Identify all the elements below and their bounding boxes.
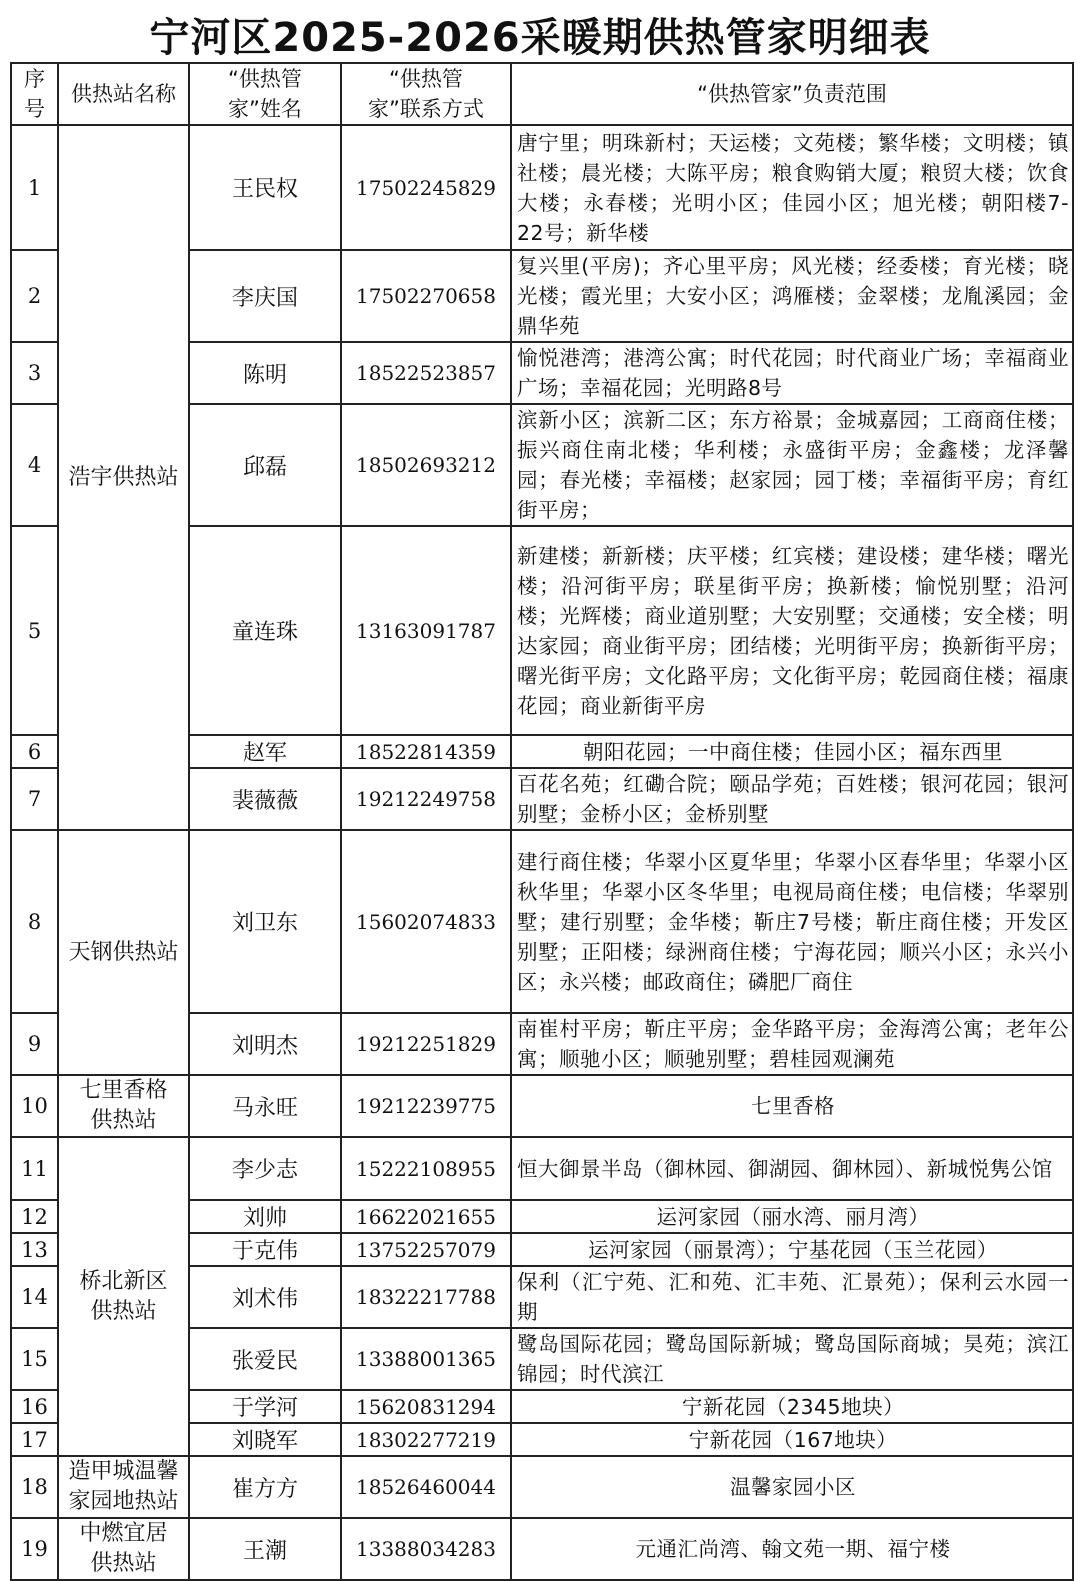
manager-name: 王民权 — [189, 125, 341, 250]
manager-phone: 13163091787 — [341, 526, 511, 735]
manager-scope: 鹭岛国际花园；鹭岛国际新城；鹭岛国际商城；昊苑；滨江锦园；时代滨江 — [511, 1328, 1073, 1390]
row-index: 11 — [11, 1137, 58, 1200]
row-index: 9 — [11, 1013, 58, 1075]
manager-scope: 建行商住楼；华翠小区夏华里；华翠小区春华里；华翠小区秋华里；华翠小区冬华里；电视局商住楼；电信楼；华翠别墅；建行别墅；金华楼；靳庄7号楼；靳庄商住楼；开发区别墅；正阳楼；绿洲商住楼；宁海花园；顺兴小区；永兴小区；永兴楼；邮政商住；磷肥厂商住 — [511, 830, 1073, 1013]
manager-phone: 18502693212 — [341, 404, 511, 526]
manager-scope: 唐宁里；明珠新村；天运楼；文苑楼；繁华楼；文明楼；镇社楼；晨光楼；大陈平房；粮食购销大厦；粮贸大楼；饮食大楼；永春楼；光明小区；佳园小区；旭光楼；朝阳楼7-22号；新华楼 — [511, 125, 1073, 250]
manager-name: 刘帅 — [189, 1200, 341, 1233]
header-manager-contact: “供热管家”联系方式 — [341, 63, 511, 125]
manager-name: 陈明 — [189, 342, 341, 404]
manager-scope: 宁新花园（167地块） — [511, 1423, 1073, 1456]
row-index: 1 — [11, 125, 58, 250]
manager-name: 于学河 — [189, 1390, 341, 1423]
station-name: 天钢供热站 — [58, 830, 189, 1075]
manager-phone: 13752257079 — [341, 1233, 511, 1266]
row-index: 5 — [11, 526, 58, 735]
manager-name: 李少志 — [189, 1137, 341, 1200]
manager-phone: 16622021655 — [341, 1200, 511, 1233]
row-index: 13 — [11, 1233, 58, 1266]
row-index: 10 — [11, 1075, 58, 1137]
manager-scope: 新建楼；新新楼；庆平楼；红宾楼；建设楼；建华楼；曙光楼；沿河街平房；联星街平房；换新楼；愉悦别墅；沿河楼；光辉楼；商业道别墅；大安别墅；交通楼；安全楼；明达家园；商业街平房；团结楼；光明街平房；换新街平房；曙光街平房；文化路平房；文化街平房；乾园商住楼；福康花园；商业新街平房 — [511, 526, 1073, 735]
station-name: 造甲城温馨家园地热站 — [58, 1456, 189, 1518]
manager-scope: 宁新花园（2345地块） — [511, 1390, 1073, 1423]
station-name: 七里香格供热站 — [58, 1075, 189, 1137]
manager-scope: 运河家园（丽水湾、丽月湾） — [511, 1200, 1073, 1233]
manager-phone: 17502245829 — [341, 125, 511, 250]
manager-name: 马永旺 — [189, 1075, 341, 1137]
manager-phone: 15602074833 — [341, 830, 511, 1013]
manager-phone: 19212251829 — [341, 1013, 511, 1075]
header-scope: “供热管家”负责范围 — [511, 63, 1073, 125]
manager-name: 崔方方 — [189, 1456, 341, 1518]
row-index: 2 — [11, 250, 58, 342]
manager-phone: 18302277219 — [341, 1423, 511, 1456]
manager-scope: 百花名苑；红磡合院；颐品学苑；百姓楼；银河花园；银河别墅；金桥小区；金桥别墅 — [511, 768, 1073, 830]
row-index: 16 — [11, 1390, 58, 1423]
manager-name: 童连珠 — [189, 526, 341, 735]
manager-scope: 滨新小区；滨新二区；东方裕景；金城嘉园；工商商住楼；振兴商住南北楼；华利楼；永盛街平房；金鑫楼；龙泽馨园；春光楼；幸福楼；赵家园；园丁楼；幸福街平房；育红街平房； — [511, 404, 1073, 526]
manager-name: 刘术伟 — [189, 1266, 341, 1328]
manager-name: 赵军 — [189, 735, 341, 768]
row-index: 15 — [11, 1328, 58, 1390]
manager-phone: 19212239775 — [341, 1075, 511, 1137]
manager-name: 李庆国 — [189, 250, 341, 342]
row-index: 19 — [11, 1518, 58, 1580]
manager-phone: 13388034283 — [341, 1518, 511, 1580]
row-index: 8 — [11, 830, 58, 1013]
manager-phone: 15222108955 — [341, 1137, 511, 1200]
heating-manager-table — [10, 62, 1074, 1581]
table-row — [11, 1456, 1073, 1518]
row-index: 7 — [11, 768, 58, 830]
manager-name: 邱磊 — [189, 404, 341, 526]
manager-scope: 恒大御景半岛（御林园、御湖园、御林园）、新城悦隽公馆 — [511, 1137, 1073, 1200]
manager-scope: 运河家园（丽景湾）；宁基花园（玉兰花园） — [511, 1233, 1073, 1266]
manager-scope: 七里香格 — [511, 1075, 1073, 1137]
station-name: 桥北新区供热站 — [58, 1137, 189, 1456]
manager-name: 于克伟 — [189, 1233, 341, 1266]
row-index: 6 — [11, 735, 58, 768]
manager-phone: 17502270658 — [341, 250, 511, 342]
manager-name: 王潮 — [189, 1518, 341, 1580]
station-name: 浩宇供热站 — [58, 125, 189, 830]
manager-name: 张爱民 — [189, 1328, 341, 1390]
manager-phone: 19212249758 — [341, 768, 511, 830]
page-title: 宁河区2025-2026采暖期供热管家明细表 — [149, 15, 931, 61]
manager-phone: 13388001365 — [341, 1328, 511, 1390]
row-index: 17 — [11, 1423, 58, 1456]
station-name: 中燃宜居供热站 — [58, 1518, 189, 1580]
table-row — [11, 830, 1073, 1013]
table-row — [11, 1518, 1073, 1580]
manager-scope: 元通汇尚湾、翰文苑一期、福宁楼 — [511, 1518, 1073, 1580]
manager-scope: 温馨家园小区 — [511, 1456, 1073, 1518]
manager-phone: 15620831294 — [341, 1390, 511, 1423]
manager-name: 裴薇薇 — [189, 768, 341, 830]
row-index: 12 — [11, 1200, 58, 1233]
table-row — [11, 125, 1073, 250]
manager-scope: 南崔村平房；靳庄平房；金华路平房；金海湾公寓；老年公寓；顺驰小区；顺驰别墅；碧桂园观澜苑 — [511, 1013, 1073, 1075]
manager-phone: 18522523857 — [341, 342, 511, 404]
manager-scope: 保利（汇宁苑、汇和苑、汇丰苑、汇景苑）；保利云水园一期 — [511, 1266, 1073, 1328]
manager-name: 刘明杰 — [189, 1013, 341, 1075]
row-index: 18 — [11, 1456, 58, 1518]
manager-phone: 18322217788 — [341, 1266, 511, 1328]
table-row — [11, 1137, 1073, 1200]
row-index: 14 — [11, 1266, 58, 1328]
row-index: 3 — [11, 342, 58, 404]
row-index: 4 — [11, 404, 58, 526]
manager-phone: 18526460044 — [341, 1456, 511, 1518]
header-manager-name: “供热管家”姓名 — [189, 63, 341, 125]
manager-scope: 愉悦港湾；港湾公寓；时代花园；时代商业广场；幸福商业广场；幸福花园；光明路8号 — [511, 342, 1073, 404]
manager-name: 刘晓军 — [189, 1423, 341, 1456]
manager-scope: 朝阳花园；一中商住楼；佳园小区；福东西里 — [511, 735, 1073, 768]
table-row — [11, 1075, 1073, 1137]
manager-phone: 18522814359 — [341, 735, 511, 768]
header-station: 供热站名称 — [58, 63, 189, 125]
manager-scope: 复兴里(平房)；齐心里平房；风光楼；经委楼；育光楼；晓光楼；霞光里；大安小区；鸿雁楼；金翠楼；龙胤溪园；金鼎华苑 — [511, 250, 1073, 342]
table-header-row — [11, 63, 1073, 125]
header-index: 序号 — [11, 63, 58, 125]
manager-name: 刘卫东 — [189, 830, 341, 1013]
